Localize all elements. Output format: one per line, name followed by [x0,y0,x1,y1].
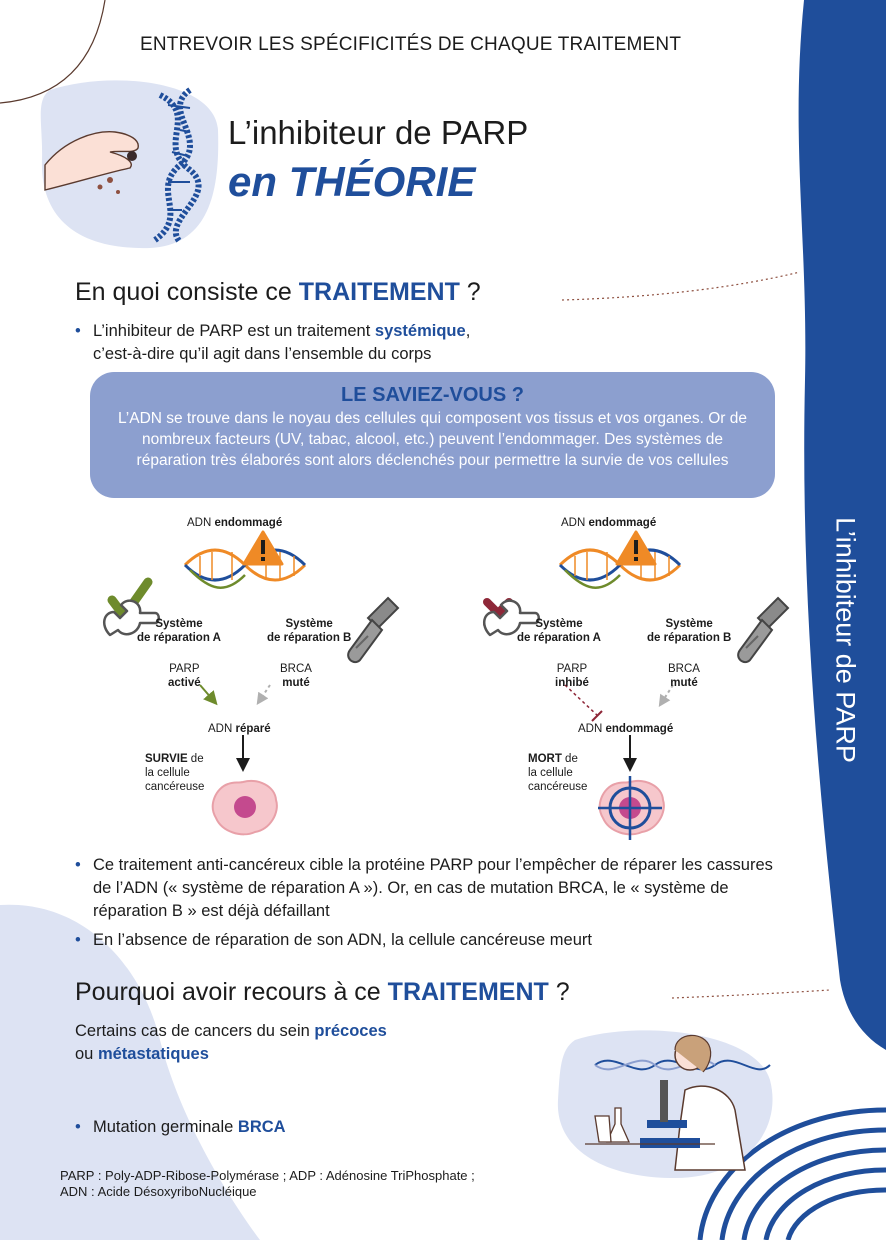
screwdriver-icon [738,598,788,662]
section1-heading: En quoi consiste ce TRAITEMENT ? [75,278,481,306]
mechanism-bullet-list [75,854,795,958]
survival-outcome-label: SURVIE de la cellule cancéreuse [145,753,205,793]
info-box-title: LE SAVIEZ-VOUS ? [341,384,524,406]
brca-mutated-arrow [260,685,270,700]
left-brca-label: BRCA muté [280,663,312,689]
page-subtitle: en THÉORIE [228,158,476,205]
heading1-leader [562,272,800,300]
section2-heading: Pourquoi avoir recours à ce TRAITEMENT ? [75,978,570,1006]
side-label-text: L’inhibiteur de PARP [830,517,861,763]
info-box-text: L’ADN se trouve dans le noyau des cellules qui composent vos tissus et vos organes. Or de nombreux facteurs (UV, tabac, alcool, etc.) peuvent l’endommager. Des systèmes de réparation très élaborés sont alors déclenchés pour permettre la survie de vos cellules [118,410,747,469]
right-repair-system-b-label: Système de réparation B [647,618,732,644]
page-title: L’inhibiteur de PARP [228,114,529,151]
right-damaged-dna-result-label: ADN endommagé [578,723,674,735]
right-damaged-dna-label: ADN endommagé [561,517,657,529]
systemic-bullet: • L’inhibiteur de PARP est un traitement systémique, c’est-à-dire qu’il agit dans l’ensemble du corps [75,320,593,366]
screwdriver-icon [348,598,398,662]
indications-intro: Certains cas de cancers du sein précoces ou métastatiques [75,1022,387,1063]
scientist-illustration [555,1020,785,1180]
mechanism-bullet-2: • En l’absence de réparation de son ADN, la cellule cancéreuse meurt [75,929,795,952]
parp-activated-arrow [200,685,213,700]
left-repaired-dna-label: ADN réparé [208,723,271,735]
heading2-leader [672,990,830,998]
abbreviations-footnote: PARP : Poly-ADP-Ribose-Polymérase ; ADP : Adénosine TriPhosphate ; ADN : Acide DésoxyriboNucléique [60,1168,475,1199]
header-kicker: ENTREVOIR LES SPÉCIFICITÉS DE CHAQUE TRAITEMENT [140,34,682,55]
left-repair-system-b-label: Système de réparation B [267,618,352,644]
parp-inhibited-arrow [565,685,602,721]
warning-icon [244,532,282,564]
left-dna-strand [185,550,305,588]
left-damaged-dna-label: ADN endommagé [187,517,283,529]
right-dna-strand [560,550,680,588]
targeted-cancer-cell-icon [598,776,664,840]
did-you-know-box [90,372,775,498]
mechanism-bullet-1: • Ce traitement anti-cancéreux cible la protéine PARP pour l’empêcher de réparer les cassures de l’ADN (« système de réparation A »). Or, en cas de mutation BRCA, le « système de réparation B » est déjà défaillant [75,854,795,923]
left-parp-label: PARP activé [168,663,201,689]
cancer-cell-icon [213,781,277,834]
right-parp-label: PARP inhibé [555,663,589,689]
left-repair-system-a-label: Système de réparation A [137,618,221,644]
right-repair-system-a-label: Système de réparation A [517,618,601,644]
brca-mutation-bullet: • Mutation germinale BRCA [75,1116,886,1139]
death-outcome-label: MORT de la cellule cancéreuse [528,753,588,793]
warning-icon [617,532,655,564]
mechanism-diagram [0,520,886,840]
dna-hand-illustration [40,70,220,250]
right-brca-label: BRCA muté [668,663,700,689]
